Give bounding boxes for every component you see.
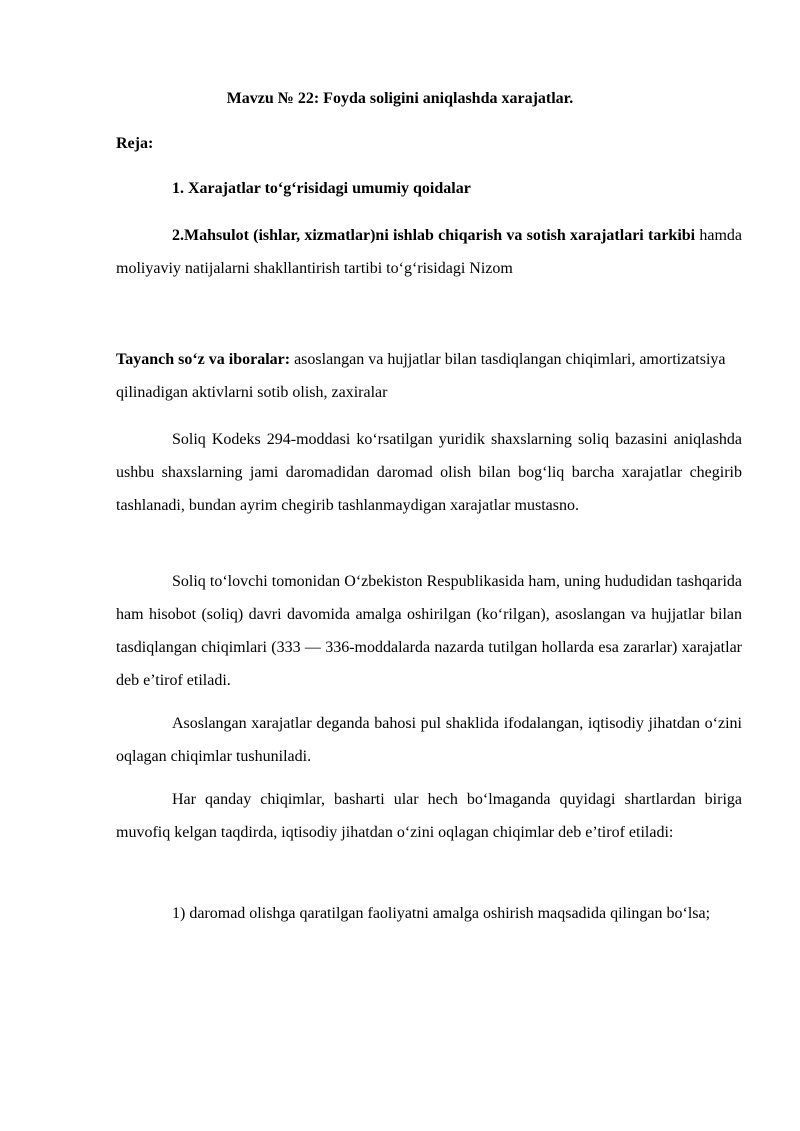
plan-item-2-bold: 2.Mahsulot (ishlar, xizmatlar)ni ishlab chiqarish va sotish xarajatlari tarkibi: [172, 227, 696, 244]
keywords-paragraph: [116, 343, 742, 409]
page-title: Mavzu № 22: Foyda soligini aniqlashda xarajatlar.: [226, 90, 574, 107]
paragraph: Asoslangan xarajatlar deganda bahosi pul shaklida ifodalangan, iqtisodiy jihatdan o‘zini oqlagan chiqimlar tushuniladi.: [116, 715, 742, 765]
paragraph: Soliq Kodeks 294-moddasi ko‘rsatilgan yuridik shaxslarning soliq bazasini aniqlashda ushbu shaxslarning jami daromadidan daromad olish bilan bog‘liq barcha xarajatlar chegirib tashlanadi, bundan ayrim chegirib tashlanmaydigan xarajatlar mustasno.: [116, 431, 742, 514]
paragraph: 1) daromad olishga qaratilgan faoliyatni amalga oshirish maqsadida qilingan bo‘lsa;: [172, 905, 711, 922]
plan-item-2-rest: hamda moliyaviy natijalarni shakllantirish tartibi to‘g‘risidagi Nizom: [116, 227, 742, 277]
plan-item-1: 1. Xarajatlar to‘g‘risidagi umumiy qoidalar: [172, 180, 471, 197]
keywords-text: asoslangan va hujjatlar bilan tasdiqlangan chiqimlari, amortizatsiya qilinadigan aktivlarni sotib olish, zaxiralar: [116, 351, 726, 401]
paragraph: Soliq to‘lovchi tomonidan O‘zbekiston Respublikasida ham, uning hududidan tashqarida ham hisobot (soliq) davri davomida amalga oshirilgan (ko‘rilgan), asoslangan va hujjatlar bilan tasdiqlangan chiqimlari (333 — 336-moddalarda nazarda tutilgan hollarda esa zararlar) xarajatlar deb e’tirof etiladi.: [116, 573, 742, 689]
paragraph: Har qanday chiqimlar, basharti ular hech bo‘lmaganda quyidagi shartlardan biriga muvofiq kelgan taqdirda, iqtisodiy jihatdan o‘zini oqlagan chiqimlar deb e’tirof etiladi:: [116, 791, 742, 841]
plan-item-2: [116, 219, 742, 285]
keywords-label: Tayanch so‘z va iboralar:: [116, 351, 291, 368]
plan-heading: Reja:: [116, 135, 154, 152]
